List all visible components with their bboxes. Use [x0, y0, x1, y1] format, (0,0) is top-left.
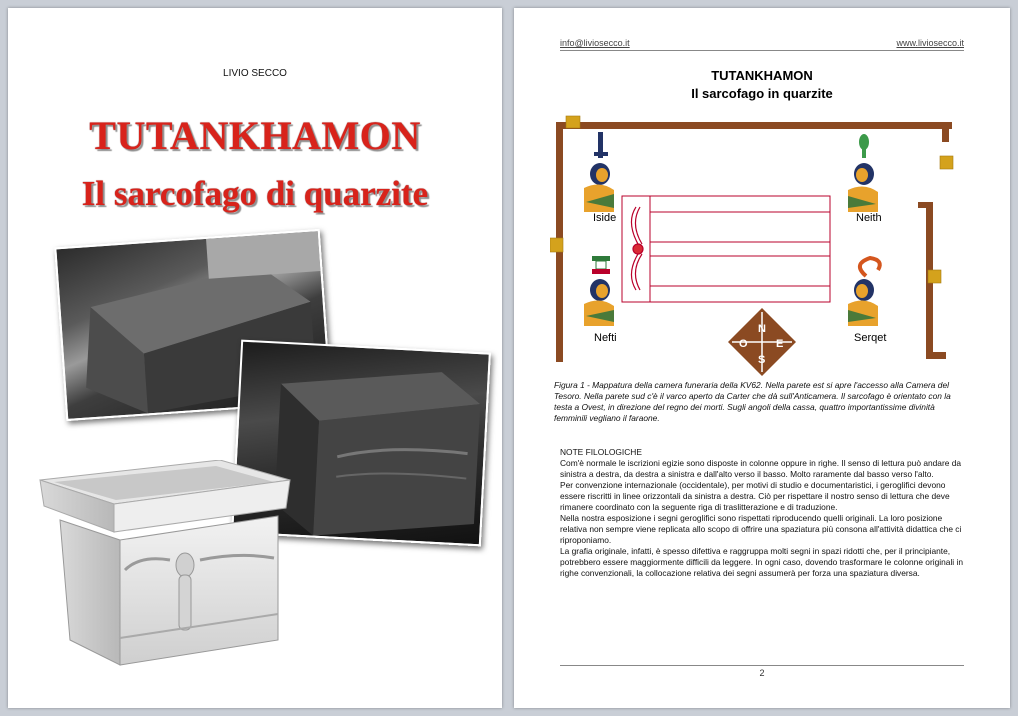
- label-nefti: Nefti: [594, 332, 617, 344]
- page-number: 2: [759, 668, 765, 678]
- notes-paragraph: Com'è normale le iscrizioni egizie sono disposte in colonne oppure in righe. Il senso di lettura può andare da sinistra a destra, da destra a sinistra e dall'alto verso il basso. Molto raramente dal basso verso l'alto.: [560, 458, 962, 479]
- cover-page: [8, 8, 502, 708]
- page-title: TUTANKHAMON: [711, 68, 813, 83]
- compass-rose-icon: [728, 308, 796, 376]
- compass-north: N: [758, 323, 766, 335]
- goddess-nefti: [584, 256, 614, 326]
- compass-west: O: [739, 338, 748, 350]
- notes-paragraph: Per convenzione internazionale (occidentale), per motivi di studio e documentaristici, i geroglifici devono essere riscritti in linee orizzontali da sinistra a destra. Ciò per rispettare il nostro senso di lettura che deve rimanere coordinato con la seguente riga di traslitterazione e di traduzione.: [560, 480, 950, 512]
- header-divider: [560, 50, 964, 51]
- notes-heading: NOTE FILOLOGICHE: [560, 447, 642, 457]
- cover-author: LIVIO SECCO: [223, 68, 287, 79]
- label-iside: Iside: [593, 212, 617, 224]
- cover-title: TUTANKHAMON: [89, 113, 421, 158]
- notes-paragraph: Nella nostra esposizione i segni geroglifici sono rispettati riproducendo quelli originali. La loro posizione relativa non sempre viene replicata allo scopo di offrire una spaziatura più consona all'attività didattica che ci riproponiamo.: [560, 513, 962, 545]
- burial-chamber-diagram: [550, 112, 960, 382]
- goddess-serqet: [848, 258, 880, 326]
- sarcophagus-outline: [622, 196, 830, 302]
- compass-south: S: [758, 354, 766, 366]
- label-serqet: Serqet: [854, 332, 887, 344]
- cover-subtitle: Il sarcofago di quarzite: [81, 174, 429, 213]
- page-subtitle: Il sarcofago in quarzite: [691, 86, 833, 101]
- figure-caption: Figura 1 - Mappatura della camera funeraria della KV62. Nella parete est si apre l'accesso alla Camera del Tesoro. Nella parete sud c'è il varco aperto da Carter che dà sull'Anticamera. Il sarcofago è orientato con la testa a Ovest, in direzione del regno dei morti. Sugli angoli della cassa, quattro importantissime divinità femminili vegliano il faraone.: [554, 380, 951, 423]
- header-website-link[interactable]: www.liviosecco.it: [896, 38, 964, 48]
- sarcophagus-3d-render: [30, 460, 296, 670]
- notes-paragraph: La grafia originale, infatti, è spesso difettiva e raggruppa molti segni in spazi ridotti che, per il principiante, potrebbero essere maggiormente difficili da leggere. In ogni caso, dovendo trasformare le colonne originali in righe convenzionali, la collocazione relativa dei segni assumerà per forza una spaziatura diversa.: [560, 546, 964, 578]
- goddess-iside: [584, 132, 614, 212]
- notes-section: [560, 447, 964, 579]
- goddess-neith: [848, 134, 878, 212]
- label-neith: Neith: [856, 212, 882, 224]
- compass-east: E: [776, 338, 784, 350]
- header-email-link[interactable]: info@liviosecco.it: [560, 38, 630, 48]
- content-page: [514, 8, 1010, 708]
- footer-divider: [560, 665, 964, 666]
